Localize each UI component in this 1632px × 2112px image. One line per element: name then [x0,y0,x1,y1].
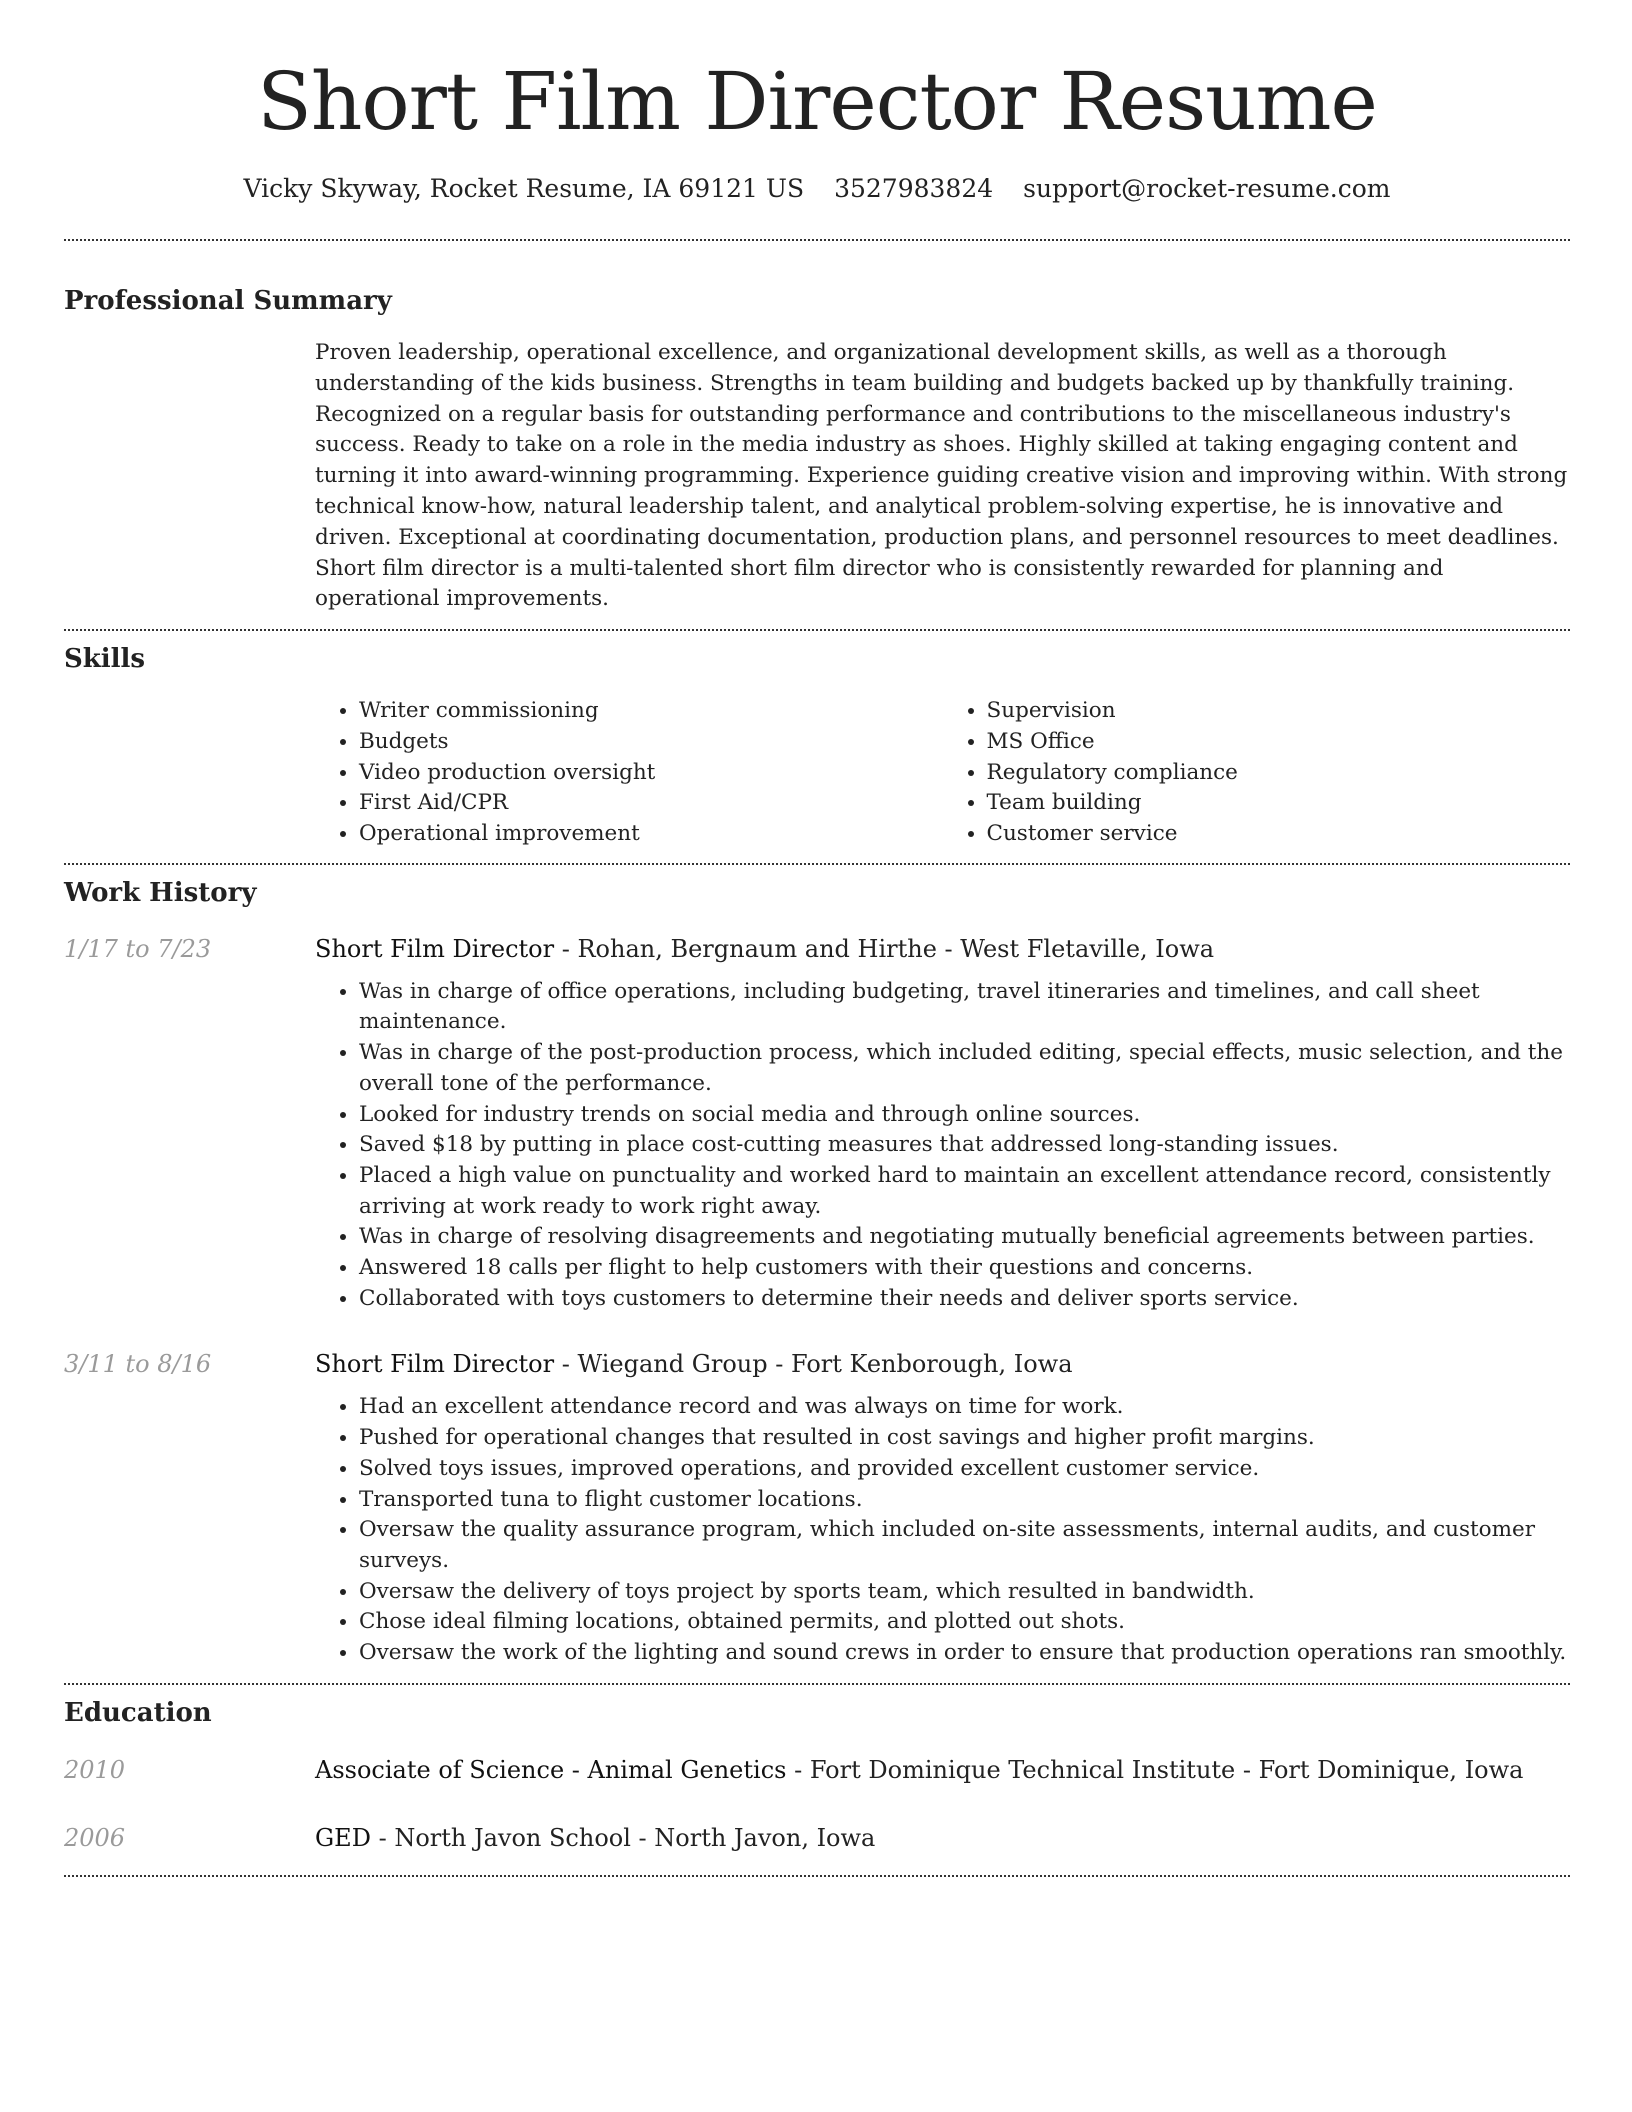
duty-item: • Collaborated with toys customers to determine their needs and deliver sports service. [359,1284,1570,1315]
education-school: Fort Dominique Technical Institute - Fort Dominique, Iowa [809,1755,1524,1784]
duty-item: • Saved $18 by putting in place cost-cutting measures that addressed long-standing issues. [359,1130,1570,1161]
skill-item: • Customer service [987,819,1571,850]
job-date: 1/17 to 7/23 [64,934,212,963]
duty-item: • Oversaw the delivery of toys project by sports team, which resulted in bandwidth. [359,1577,1570,1608]
education-heading-line [315,1754,1523,1786]
skills-section [64,642,1570,850]
summary-heading: Professional Summary [64,286,392,316]
skill-item: • Regulatory compliance [987,758,1571,789]
duty-item: • Chose ideal filming locations, obtained permits, and plotted out shots. [359,1607,1570,1638]
skills-list-right [943,696,1571,850]
resume-page [64,0,1570,1877]
education-degree: Associate of Science - Animal Genetics [315,1755,787,1784]
job-heading [315,933,1214,965]
skill-item: • Writer commissioning [359,696,943,727]
skills-list-left [315,696,943,850]
duty-item: • Was in charge of resolving disagreements and negotiating mutually beneficial agreements between parties. [359,1222,1570,1253]
skill-item: • MS Office [987,727,1571,758]
education-heading-line [315,1822,875,1854]
skill-item: • Budgets [359,727,943,758]
skill-item: • Operational improvement [359,819,943,850]
job-date: 3/11 to 8/16 [64,1350,212,1379]
education-degree: GED [315,1823,371,1852]
education-separator: - [370,1823,395,1852]
divider [64,1875,1570,1877]
education-entry [64,1754,1570,1786]
duty-item: • Had an excellent attendance record and was always on time for work. [359,1392,1570,1423]
job-title: Short Film Director [315,1350,555,1379]
job-separator: - [554,934,578,963]
job-entry [64,933,1570,1315]
job-duties [315,1392,1570,1668]
duty-item: • Oversaw the quality assurance program, which included on-site assessments, internal audits, and customer surveys. [359,1515,1570,1576]
duty-item: • Answered 18 calls per flight to help customers with their questions and concerns. [359,1253,1570,1284]
contact-line [64,172,1570,206]
duty-item: • Placed a high value on punctuality and worked hard to maintain an excellent attendance record, consistently arriving at work ready to work right away. [359,1161,1570,1222]
education-date: 2006 [64,1823,126,1852]
summary-text: Proven leadership, operational excellence, and organizational development skills, as well as a thorough understanding of the kids business. Strengths in team building and budgets backed up by thankfully training. Recognized on a regular basis for outstanding performance and contributions to the miscellaneous industry's success. Ready to take on a role in the media industry as shoes. Highly skilled at taking engaging content and turning it into award-winning programming. Experience guiding creative vision and improving within. With strong technical know-how, natural leadership talent, and analytical problem-solving expertise, he is innovative and driven. Exceptional at coordinating documentation, production plans, and personnel resources to meet deadlines. Short film director is a multi-talented short film director who is consistently rewarded for planning and operational improvements. [315,340,1568,612]
duty-item: • Was in charge of the post-production process, which included editing, special effects, music selection, and the overall tone of the performance. [359,1038,1570,1099]
job-entry [64,1348,1570,1668]
divider [64,629,1570,631]
duty-item: • Solved toys issues, improved operations, and provided excellent customer service. [359,1454,1570,1485]
contact-email: support@rocket-resume.com [1023,174,1391,203]
skill-item: • Video production oversight [359,758,943,789]
education-entry [64,1822,1570,1854]
education-school: North Javon School - North Javon, Iowa [394,1823,876,1852]
education-separator: - [786,1755,810,1784]
skill-item: • First Aid/CPR [359,788,943,819]
duty-item: • Transported tuna to flight customer locations. [359,1485,1570,1516]
work-history-heading: Work History [64,877,257,908]
divider [64,239,1570,241]
education-section [64,1696,1570,1854]
job-duties [315,977,1570,1315]
job-company: Wiegand Group - Fort Kenborough, Iowa [577,1350,1073,1379]
duty-item: • Oversaw the work of the lighting and sound crews in order to ensure that production operations ran smoothly. [359,1638,1570,1669]
contact-phone: 3527983824 [834,174,994,203]
job-company: Rohan, Bergnaum and Hirthe - West Fletaville, Iowa [577,934,1215,963]
duty-item: • Was in charge of office operations, including budgeting, travel itineraries and timelines, and call sheet maintenance. [359,977,1570,1038]
education-date: 2010 [64,1755,126,1784]
skill-item: • Supervision [987,696,1571,727]
job-title: Short Film Director [315,934,555,963]
skills-heading: Skills [64,644,146,675]
summary-section [64,284,1570,615]
resume-title: Short Film Director Resume [257,55,1377,148]
work-history-section [64,876,1570,1669]
divider [64,1683,1570,1685]
duty-item: • Looked for industry trends on social media and through online sources. [359,1100,1570,1131]
skill-item: • Team building [987,788,1571,819]
contact-address: Vicky Skyway, Rocket Resume, IA 69121 US [243,174,805,203]
duty-item: • Pushed for operational changes that resulted in cost savings and higher profit margins. [359,1423,1570,1454]
job-heading [315,1348,1073,1380]
divider [64,863,1570,865]
job-separator: - [554,1350,578,1379]
skills-grid [315,696,1570,850]
education-heading: Education [64,1697,212,1728]
